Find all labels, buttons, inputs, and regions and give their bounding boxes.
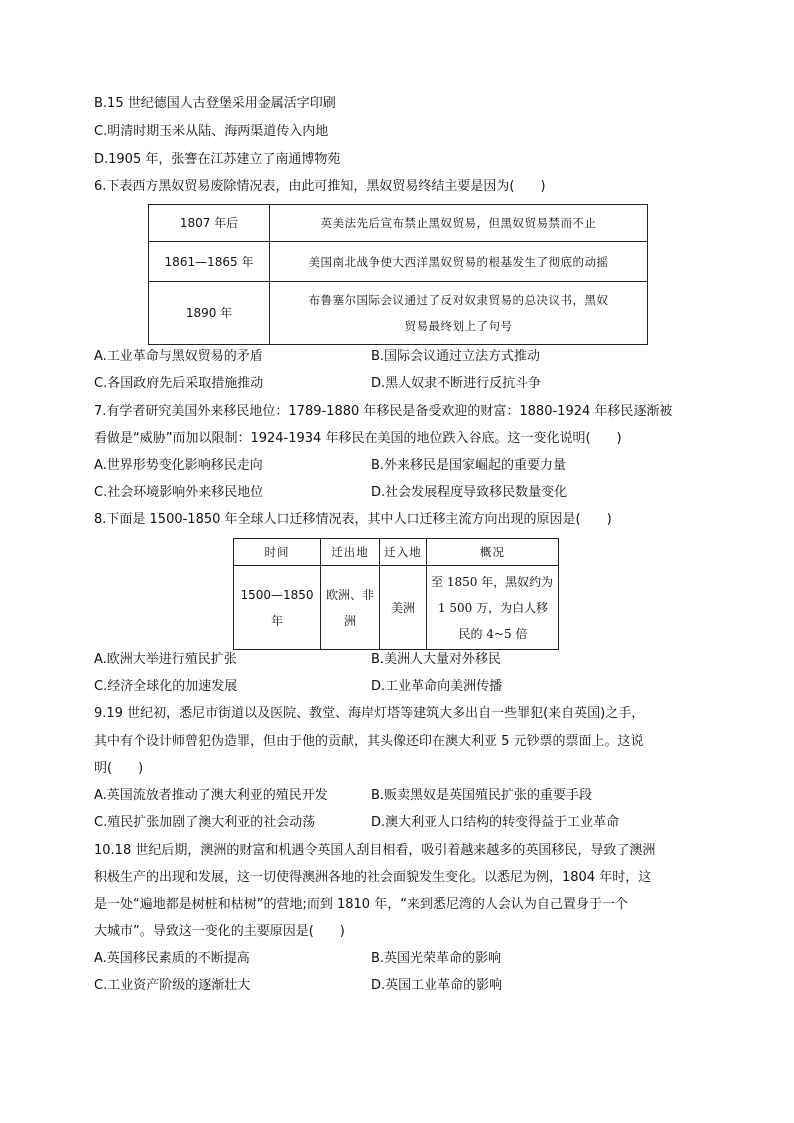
q9-option-d: D.澳大利亚人口结构的转变得益于工业革命 [371,815,620,830]
table-cell-event-line: 贸易最终划上了句号 [404,319,513,333]
q7-stem-line1: 7.有学者研究美国外来移民地位：1789-1880 年移民是备受欢迎的财富：1880-1924 年移民逐渐被 [94,404,673,419]
table-row [149,242,648,282]
q8-option-d: D.工业革命向美洲传播 [371,679,503,694]
table-cell-line: 欧洲、非 [325,587,374,602]
q6-option-a: A.工业革命与黑奴贸易的矛盾 [94,349,263,364]
q8-option-a: A.欧洲大举进行殖民扩张 [94,652,237,667]
table-cell-line: 年 [270,613,283,628]
table-cell-line: 1 500 万，为白人移 [437,600,549,615]
q10-option-d: D.英国工业革命的影响 [371,978,503,993]
q9-stem-line3: 明( ) [94,761,144,776]
table-header: 迁入地 [380,539,427,566]
q9-option-a: A.英国流放者推动了澳大利亚的殖民开发 [94,788,328,803]
q9-stem-line1: 9.19 世纪初，悉尼市街道以及医院、教堂、海岸灯塔等建筑大多出自一些罪犯(来自英国)之手， [94,706,645,721]
q7-option-c: C.社会环境影响外来移民地位 [94,485,264,500]
q9-option-b: B.贩卖黑奴是英国殖民扩张的重要手段 [371,788,593,803]
table-cell-event: 英美法先后宣布禁止黑奴贸易，但黑奴贸易禁而不止 [270,205,648,242]
table-cell-year: 1807 年后 [149,205,270,242]
table-cell-line: 至 1850 年，黑奴约为 [431,574,554,589]
table-cell-line: 1500—1850 [240,587,314,602]
table-row [149,205,648,242]
table-row [234,566,559,650]
q7-option-d: D.社会发展程度导致移民数量变化 [371,485,568,500]
q8-option-b: B.美洲人大量对外移民 [371,652,502,667]
q5-option-b: B.15 世纪德国人古登堡采用金属活字印刷 [94,96,336,111]
q6-stem: 6.下表西方黑奴贸易废除情况表，由此可推知，黑奴贸易终结主要是因为( ) [94,179,546,194]
q5-option-d: D.1905 年，张謇在江苏建立了南通博物苑 [94,152,341,167]
q10-option-c: C.工业资产阶级的逐渐壮大 [94,978,251,993]
table-cell-event-line: 布鲁塞尔国际会议通过了反对奴隶贸易的总决议书，黑奴 [308,293,609,307]
table-cell-year: 1861—1865 年 [149,242,270,282]
table-cell-event [270,282,648,345]
q8-table [233,538,559,650]
q9-option-c: C.殖民扩张加剧了澳大利亚的社会动荡 [94,815,316,830]
q10-option-b: B.英国光荣革命的影响 [371,951,502,966]
q9-stem-line2: 其中有个设计师曾犯伪造罪，但由于他的贡献，其头像还印在澳大利亚 5 元钞票的票面上。这说 [94,734,644,749]
q10-option-a: A.英国移民素质的不断提高 [94,951,250,966]
q6-option-d: D.黑人奴隶不断进行反抗斗争 [371,376,542,391]
q6-option-c: C.各国政府先后采取措施推动 [94,376,264,391]
table-cell-year: 1890 年 [149,282,270,345]
q10-stem-line2: 积极生产的出现和发展，这一切使得澳洲各地的社会面貌发生变化。以悉尼为例，1804 年时，这 [94,870,652,885]
table-cell-line: 民的 4~5 倍 [458,626,528,641]
q8-stem: 8.下面是 1500-1850 年全球人口迁移情况表，其中人口迁移主流方向出现的原因是( ) [94,512,612,527]
table-header: 时间 [234,539,321,566]
table-header: 迁出地 [321,539,380,566]
q7-stem-line2: 看做是“威胁”而加以限制：1924-1934 年移民在美国的地位跌入谷底。这一变化说明( ) [94,431,622,446]
q10-stem-line3: 是一处“遍地都是树桩和枯树”的营地;而到 1810 年，“来到悉尼湾的人会认为自己置身于一个 [94,897,628,912]
q6-option-b: B.国际会议通过立法方式推动 [371,349,541,364]
q10-stem-line1: 10.18 世纪后期，澳洲的财富和机遇令英国人刮目相看，吸引着越来越多的英国移民，导致了澳洲 [94,843,656,858]
q7-option-b: B.外来移民是国家崛起的重要力量 [371,458,567,473]
q5-option-c: C.明清时期玉米从陆、海两渠道传入内地 [94,124,329,139]
table-cell-line: 洲 [343,613,356,628]
q6-table [148,204,648,345]
table-row [149,282,648,345]
table-cell-desc [427,566,559,650]
table-cell-from [321,566,380,650]
q7-option-a: A.世界形势变化影响移民走向 [94,458,263,473]
q10-stem-line4: 大城市”。导致这一变化的主要原因是( ) [94,924,345,939]
q8-option-c: C.经济全球化的加速发展 [94,679,238,694]
table-header-row [234,539,559,566]
table-cell-time [234,566,321,650]
table-cell-to: 美洲 [380,566,427,650]
table-cell-event: 美国南北战争使大西洋黑奴贸易的根基发生了彻底的动摇 [270,242,648,282]
table-header: 概况 [427,539,559,566]
